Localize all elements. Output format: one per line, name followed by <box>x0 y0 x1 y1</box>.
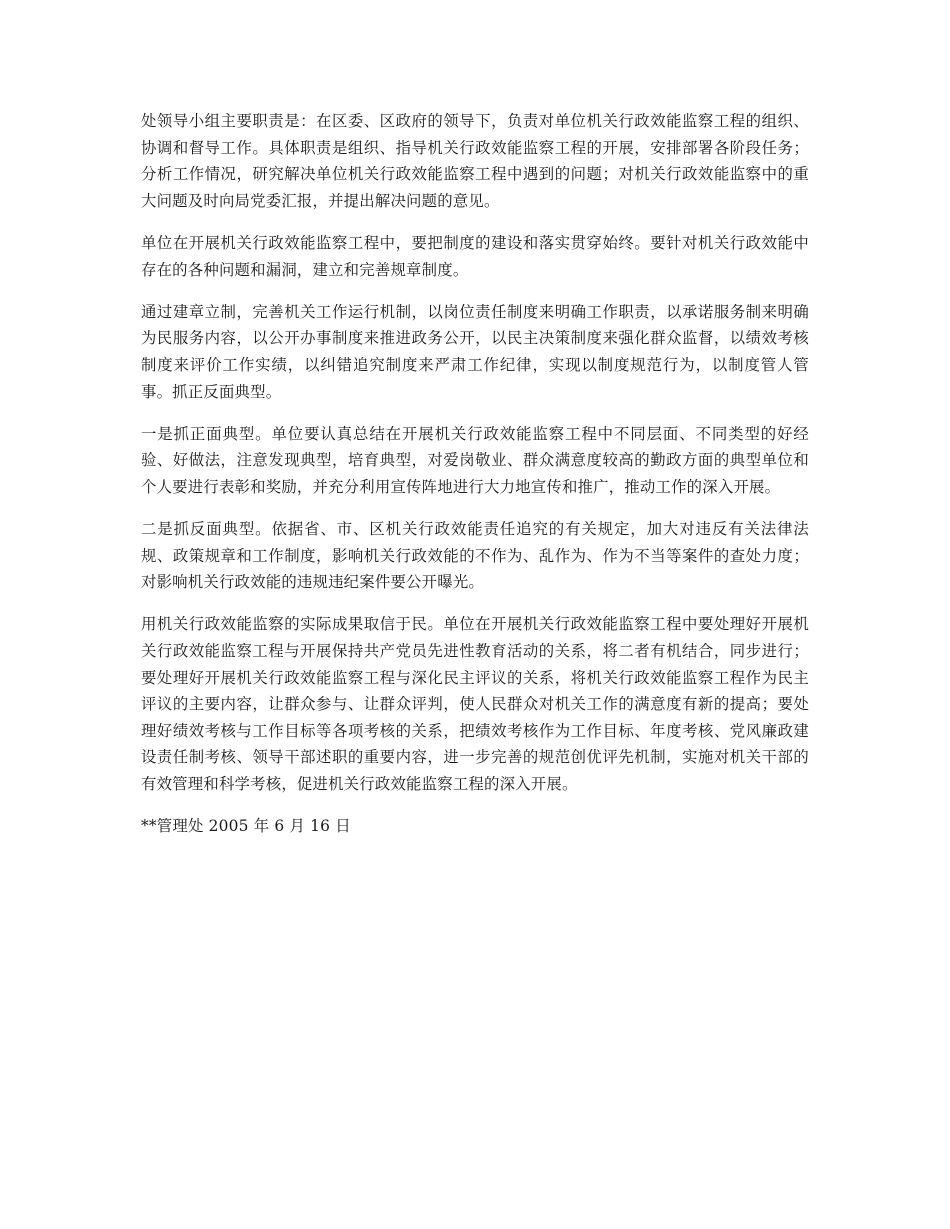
paragraph-negative-examples: 二是抓反面典型。依据省、市、区机关行政效能责任追究的有关规定，加大对违反有关法律法规、政策规章和工作制度，影响机关行政效能的不作为、乱作为、作为不当等案件的查处力度；对影响机关行政效能的违规违纪案件要公开曝光。 <box>141 520 809 592</box>
document-body <box>141 108 809 840</box>
paragraph-results-trust: 用机关行政效能监察的实际成果取信于民。单位在开展机关行政效能监察工程中要处理好开展机关行政效能监察工程与开展保持共产党员先进性教育活动的关系，将二者有机结合，同步进行；要处理好开展机关行政效能监察工程与深化民主评议的关系，将机关行政效能监察工程作为民主评议的主要内容，让群众参与、让群众评判，使人民群众对机关工作的满意度有新的提高；要处理好绩效考核与工作目标等各项考核的关系，把绩效考核作为工作目标、年度考核、党风廉政建设责任制考核、领导干部述职的重要内容，进一步完善的规范创优评先机制，实施对机关干部的有效管理和科学考核，促进机关行政效能监察工程的深入开展。 <box>141 615 809 794</box>
signature-date: **管理处 2005 年 6 月 16 日 <box>141 817 351 836</box>
paragraph-leadership-duties: 处领导小组主要职责是：在区委、区政府的领导下，负责对单位机关行政效能监察工程的组织、协调和督导工作。具体职责是组织、指导机关行政效能监察工程的开展，安排部署各阶段任务；分析工作情况，研究解决单位机关行政效能监察工程中遇到的问题；对机关行政效能监察中的重大问题及时向局党委汇报，并提出解决问题的意见。 <box>141 112 809 210</box>
paragraph-rules-mechanism: 通过建章立制，完善机关工作运行机制，以岗位责任制度来明确工作职责，以承诺服务制来明确为民服务内容，以公开办事制度来推进政务公开，以民主决策制度来强化群众监督，以绩效考核制度来评价工作实绩，以纠错追究制度来严肃工作纪律，实现以制度规范行为，以制度管人管事。抓正反面典型。 <box>141 302 809 401</box>
paragraph-positive-examples: 一是抓正面典型。单位要认真总结在开展机关行政效能监察工程中不同层面、不同类型的好经验、好做法，注意发现典型，培育典型，对爱岗敬业、群众满意度较高的勤政方面的典型单位和个人要进行表彰和奖励，并充分利用宣传阵地进行大力地宣传和推广，推动工作的深入开展。 <box>141 424 809 496</box>
paragraph-system-building: 单位在开展机关行政效能监察工程中，要把制度的建设和落实贯穿始终。要针对机关行政效能中存在的各种问题和漏洞，建立和完善规章制度。 <box>141 233 809 279</box>
